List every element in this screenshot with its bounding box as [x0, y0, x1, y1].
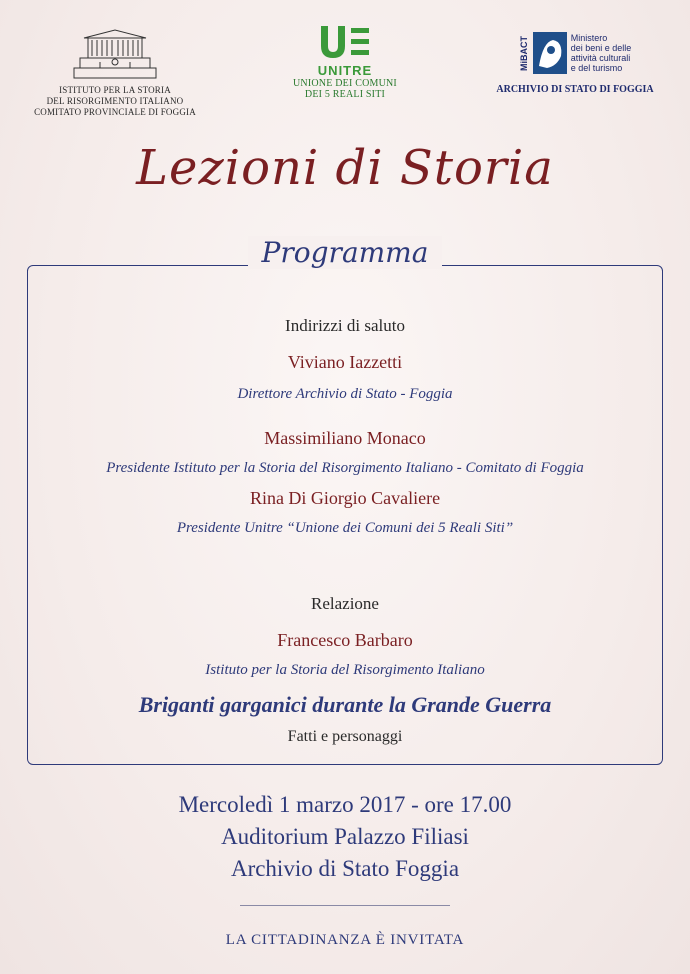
left-org-line-2: DEL RISORGIMENTO ITALIANO	[46, 96, 184, 106]
greetings-heading: Indirizzi di saluto	[285, 316, 405, 335]
mibact-emblem-icon	[533, 32, 567, 74]
divider	[240, 905, 450, 906]
mibact-line-4: e del turismo	[570, 63, 623, 73]
mibact-line-2: dei beni e delle	[570, 43, 632, 53]
program-label	[0, 236, 690, 269]
report-heading: Relazione	[311, 594, 379, 613]
left-org-line-3: COMITATO PROVINCIALE DI FOGGIA	[34, 107, 196, 117]
speaker-name: Massimiliano Monaco	[264, 428, 426, 448]
speaker-role: Presidente Istituto per la Storia del Risorgimento Italiano - Comitato di Foggia	[106, 460, 584, 476]
unitre-mark-icon	[315, 24, 375, 60]
archive-name: ARCHIVIO DI STATO DI FOGGIA	[496, 84, 654, 95]
report-affiliation: Istituto per la Storia del Risorgimento Italiano	[205, 662, 485, 678]
unitre-wordmark: UNITRE	[317, 63, 373, 78]
mibact-line-1: Ministero	[570, 33, 608, 43]
mibact-line-3: attività culturali	[570, 53, 631, 63]
speaker-role: Presidente Unitre “Unione dei Comuni dei 5 Reali Siti”	[176, 520, 514, 536]
risorgimento-institute-logo	[20, 24, 210, 118]
event-place: Archivio di Stato Foggia	[230, 856, 460, 881]
speaker-name: Viviano Iazzetti	[287, 352, 403, 372]
mibact-ministry-text	[571, 33, 632, 73]
unitre-logo	[265, 24, 425, 100]
left-org-line-1: ISTITUTO PER LA STORIA	[59, 85, 171, 95]
talk-title: Briganti garganici durante la Grande Guerra	[138, 692, 552, 717]
page-title: Lezioni di Storia	[136, 140, 554, 196]
center-org-line-1: UNIONE DEI COMUNI	[293, 78, 397, 89]
program-frame	[27, 265, 663, 765]
speaker-name: Rina Di Giorgio Cavaliere	[249, 488, 441, 508]
talk-subtitle: Fatti e personaggi	[287, 728, 403, 745]
event-venue: Auditorium Palazzo Filiasi	[221, 824, 469, 849]
speaker-role: Direttore Archivio di Stato - Foggia	[237, 386, 453, 402]
center-org-line-2: DEI 5 REALI SITI	[304, 89, 386, 100]
invitation-note: LA CITTADINANZA È INVITATA	[225, 932, 465, 948]
mibact-vertical-text: MiBACT	[518, 35, 529, 71]
event-date-time: Mercoledì 1 marzo 2017 - ore 17.00	[178, 792, 512, 817]
monument-icon	[70, 24, 160, 80]
mibact-logo	[480, 32, 670, 95]
report-speaker: Francesco Barbaro	[277, 630, 413, 650]
program-label-text: Programma	[248, 236, 443, 269]
